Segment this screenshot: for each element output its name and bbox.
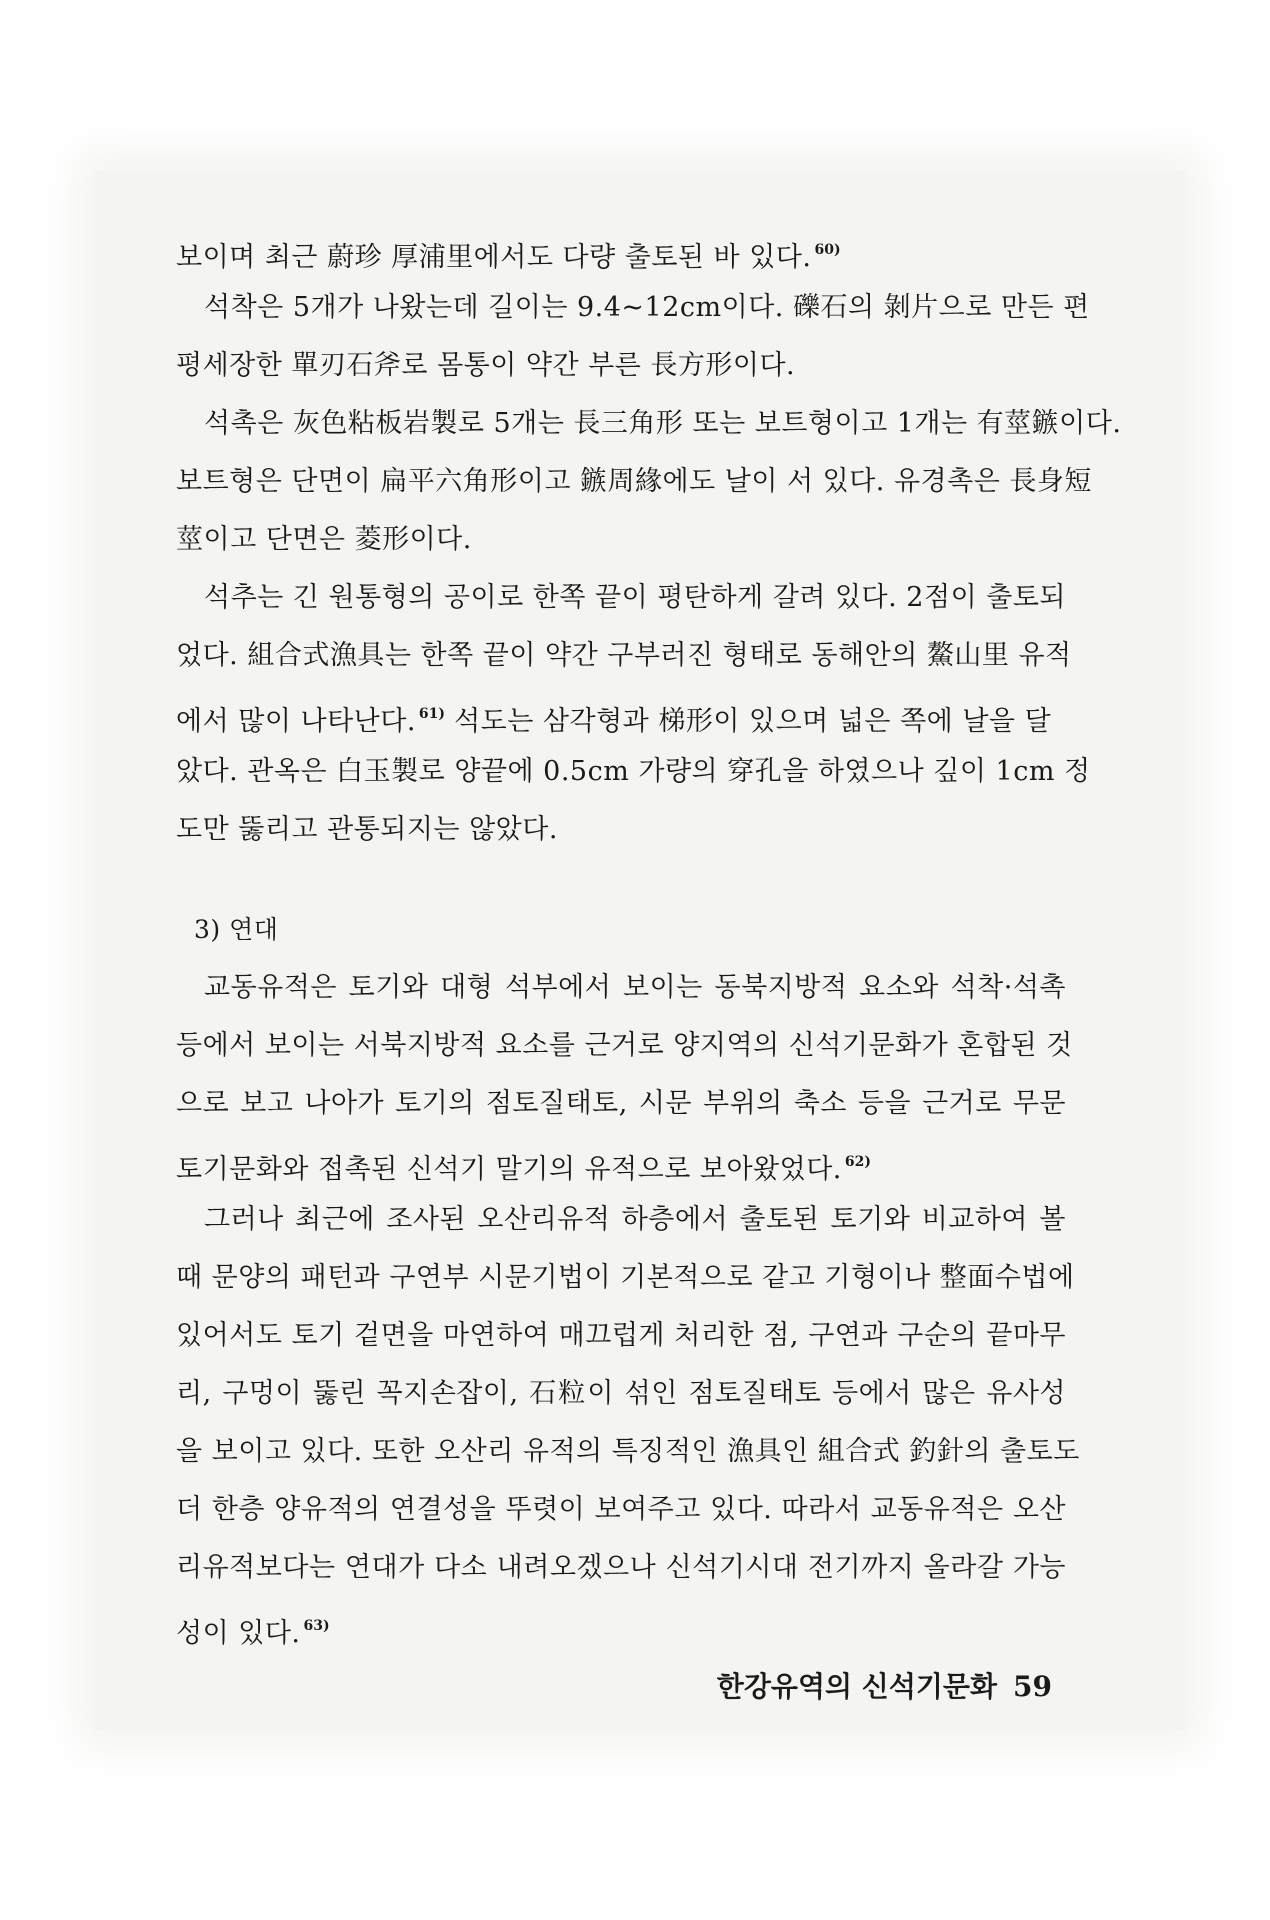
- text-line: 았다. 관옥은 白玉製로 양끝에 0.5cm 가량의 穿孔을 하였으나 깊이 1cm 정: [176, 756, 1091, 787]
- running-footer: [717, 1665, 1052, 1705]
- text-line: 보트형은 단면이 扁平六角形이고 鏃周緣에도 날이 서 있다. 유경촉은 長身短: [176, 466, 1092, 497]
- footnote-ref: 63): [303, 1618, 330, 1634]
- text-line: 석촉은 灰色粘板岩製로 5개는 長三角形 또는 보트형이고 1개는 有莖鏃이다.: [204, 408, 1122, 439]
- text-line: 때 문양의 패턴과 구연부 시문기법이 기본적으로 같고 기형이나 整面수법에: [176, 1262, 1075, 1293]
- text-line: 등에서 보이는 서북지방적 요소를 근거로 양지역의 신석기문화가 혼합된 것: [176, 1030, 1073, 1061]
- text-line: 었다. 組合式漁具는 한쪽 끝이 약간 구부러진 형태로 동해안의 鰲山里 유적: [176, 640, 1072, 671]
- footnote-ref: 60): [814, 242, 841, 258]
- line-text: 석도는 삼각형과 梯形이 있으며 넓은 쪽에 날을 달: [445, 706, 1052, 737]
- section-gap: [176, 873, 1066, 915]
- text-line: 을 보이고 있다. 또한 오산리 유적의 특징적인 漁具인 組合式 釣針의 출토도: [176, 1436, 1080, 1467]
- line-text: 성이 있다.: [176, 1618, 301, 1649]
- line-text: 토기문화와 접촉된 신석기 말기의 유적으로 보아왔었다.: [176, 1154, 842, 1185]
- footnote-ref: 62): [844, 1154, 871, 1170]
- text-line: 평세장한 單刃石斧로 몸통이 약간 부른 長方形이다.: [176, 350, 796, 381]
- text-line: 으로 보고 나아가 토기의 점토질태토, 시문 부위의 축소 등을 근거로 무문: [176, 1088, 1066, 1119]
- page-number: 59: [1013, 1670, 1052, 1703]
- body-text: [176, 235, 1122, 1669]
- text-line: 리, 구멍이 뚫린 꼭지손잡이, 石粒이 섞인 점토질태토 등에서 많은 유사성: [176, 1378, 1066, 1409]
- text-line: [176, 235, 1066, 273]
- line-text: 에서 많이 나타난다.: [176, 706, 416, 737]
- text-line: 있어서도 토기 겉면을 마연하여 매끄럽게 처리한 점, 구연과 구순의 끝마무: [176, 1320, 1066, 1351]
- line-text: 보이며 최근 蔚珍 厚浦里에서도 다량 출토된 바 있다.: [176, 242, 812, 273]
- text-line: 더 한층 양유적의 연결성을 뚜렷이 보여주고 있다. 따라서 교동유적은 오산: [176, 1494, 1066, 1525]
- text-line: [176, 699, 1066, 737]
- text-line: [176, 1147, 1066, 1185]
- footnote-ref: 61): [418, 706, 446, 722]
- text-line: 석추는 긴 원통형의 공이로 한쪽 끝이 평탄하게 갈려 있다. 2점이 출토되: [204, 582, 1066, 613]
- text-line: 교동유적은 토기와 대형 석부에서 보이는 동북지방적 요소와 석착·석촉: [204, 972, 1066, 1003]
- text-line: 도만 뚫리고 관통되지는 않았다.: [176, 814, 558, 845]
- text-line: 리유적보다는 연대가 다소 내려오겠으나 신석기시대 전기까지 올라갈 가능: [176, 1552, 1066, 1583]
- text-line: 莖이고 단면은 菱形이다.: [176, 524, 472, 555]
- footer-title: 한강유역의 신석기문화: [716, 1670, 998, 1703]
- text-line: 그러나 최근에 조사된 오산리유적 하층에서 출토된 토기와 비교하여 볼: [204, 1204, 1066, 1235]
- section-heading: 3) 연대: [194, 915, 279, 944]
- text-line: [176, 1611, 1066, 1649]
- text-line: 석착은 5개가 나왔는데 길이는 9.4~12cm이다. 礫石의 剝片으로 만든 편: [204, 292, 1090, 323]
